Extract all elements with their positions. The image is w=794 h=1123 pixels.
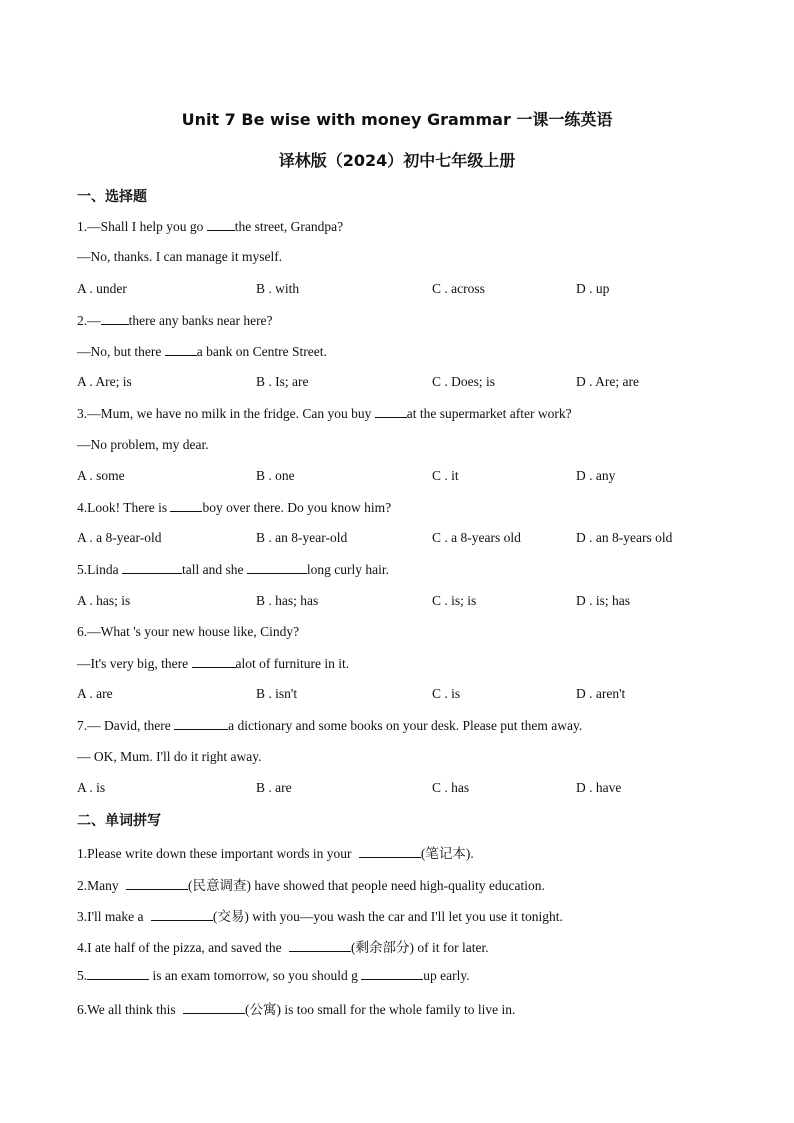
stem-part: 7.— David, there bbox=[77, 718, 175, 733]
stem-part: tall and she bbox=[182, 562, 247, 577]
spelling-item-3 bbox=[77, 905, 563, 925]
answer-blank[interactable] bbox=[87, 967, 149, 980]
stem-part: 3.—Mum, we have no milk in the fridge. Can you buy bbox=[77, 406, 375, 421]
q4-option-a[interactable]: A . a 8-year-old bbox=[77, 530, 162, 545]
q4-option-b[interactable]: B . an 8-year-old bbox=[256, 530, 348, 545]
stem-part: 4.Look! There is bbox=[77, 500, 171, 515]
answer-blank[interactable] bbox=[359, 845, 421, 858]
q2-option-d[interactable]: D . Are; are bbox=[576, 374, 639, 389]
reply-part: a bank on Centre Street. bbox=[196, 344, 327, 359]
section-1-heading: 一、选择题 bbox=[77, 189, 147, 205]
stem-part: boy over there. Do you know him? bbox=[202, 500, 392, 515]
answer-blank[interactable] bbox=[126, 877, 188, 890]
q7-option-d[interactable]: D . have bbox=[576, 780, 622, 795]
q3-option-a[interactable]: A . some bbox=[77, 468, 125, 483]
question-1-stem bbox=[77, 218, 343, 235]
q2-option-b[interactable]: B . Is; are bbox=[256, 374, 309, 389]
q5-option-c[interactable]: C . is; is bbox=[432, 593, 477, 608]
q4-option-d[interactable]: D . an 8-years old bbox=[576, 530, 673, 545]
item-part: up early. bbox=[423, 968, 470, 983]
reply-part: —No, but there bbox=[77, 344, 165, 359]
q5-option-b[interactable]: B . has; has bbox=[256, 593, 319, 608]
answer-blank[interactable] bbox=[207, 218, 235, 231]
q4-option-c[interactable]: C . a 8-years old bbox=[432, 530, 521, 545]
q6-option-c[interactable]: C . is bbox=[432, 686, 461, 701]
answer-blank[interactable] bbox=[170, 499, 202, 512]
question-3-stem bbox=[77, 405, 572, 422]
q6-option-b[interactable]: B . isn't bbox=[256, 686, 298, 701]
spelling-item-6 bbox=[77, 998, 515, 1018]
stem-part: 1.—Shall I help you go bbox=[77, 219, 207, 234]
question-2-reply bbox=[77, 343, 327, 360]
question-4-stem bbox=[77, 499, 391, 516]
answer-blank[interactable] bbox=[247, 561, 307, 574]
answer-blank[interactable] bbox=[289, 939, 351, 952]
question-7-stem bbox=[77, 717, 582, 734]
item-part: 5. bbox=[77, 968, 88, 983]
answer-blank[interactable] bbox=[122, 561, 182, 574]
title-line-1: Unit 7 Be wise with money Grammar 一课一练英语 bbox=[181, 110, 613, 129]
q2-option-a[interactable]: A . Are; is bbox=[77, 374, 132, 389]
answer-blank[interactable] bbox=[174, 717, 228, 730]
question-7-reply: — OK, Mum. I'll do it right away. bbox=[77, 749, 262, 764]
item-part: 4.I ate half of the pizza, and saved the bbox=[77, 940, 286, 955]
spelling-item-5 bbox=[77, 967, 470, 984]
q1-option-d[interactable]: D . up bbox=[576, 281, 610, 296]
question-3-reply: —No problem, my dear. bbox=[77, 437, 209, 452]
q2-option-c[interactable]: C . Does; is bbox=[432, 374, 496, 389]
q7-option-a[interactable]: A . is bbox=[77, 780, 106, 795]
question-6-reply bbox=[77, 655, 349, 672]
answer-blank[interactable] bbox=[361, 967, 423, 980]
item-part: (笔记本). bbox=[420, 846, 474, 861]
question-1-reply: —No, thanks. I can manage it myself. bbox=[77, 249, 283, 264]
answer-blank[interactable] bbox=[192, 655, 236, 668]
item-part: is an exam tomorrow, so you should g bbox=[149, 968, 362, 983]
q6-option-d[interactable]: D . aren't bbox=[576, 686, 626, 701]
answer-blank[interactable] bbox=[151, 908, 213, 921]
stem-part: there any banks near here? bbox=[128, 313, 273, 328]
q5-option-d[interactable]: D . is; has bbox=[576, 593, 630, 608]
item-part: 6.We all think this bbox=[77, 1002, 180, 1017]
spelling-item-4 bbox=[77, 936, 489, 956]
q3-option-b[interactable]: B . one bbox=[256, 468, 295, 483]
question-2-stem bbox=[77, 312, 273, 329]
stem-part: 5.Linda bbox=[77, 562, 122, 577]
item-part: (交易) with you—you wash the car and I'll let you use it tonight. bbox=[212, 909, 563, 924]
spelling-item-2 bbox=[77, 874, 545, 894]
q3-option-c[interactable]: C . it bbox=[432, 468, 459, 483]
stem-part: a dictionary and some books on your desk. Please put them away. bbox=[228, 718, 583, 733]
q1-option-b[interactable]: B . with bbox=[256, 281, 300, 296]
q1-option-c[interactable]: C . across bbox=[432, 281, 485, 296]
item-part: (民意调查) have showed that people need high-quality education. bbox=[188, 878, 545, 893]
reply-part: —It's very big, there bbox=[77, 656, 192, 671]
item-part: (剩余部分) of it for later. bbox=[351, 940, 489, 955]
answer-blank[interactable] bbox=[101, 312, 129, 325]
item-part: 3.I'll make a bbox=[77, 909, 147, 924]
stem-part: long curly hair. bbox=[306, 562, 389, 577]
title-line-2: 译林版（2024）初中七年级上册 bbox=[278, 151, 516, 170]
section-2-heading: 二、单词拼写 bbox=[77, 813, 161, 829]
question-5-stem bbox=[77, 561, 389, 578]
stem-part: 2.— bbox=[77, 313, 101, 328]
answer-blank[interactable] bbox=[165, 343, 197, 356]
q3-option-d[interactable]: D . any bbox=[576, 468, 616, 483]
q7-option-c[interactable]: C . has bbox=[432, 780, 470, 795]
stem-part: at the supermarket after work? bbox=[406, 406, 572, 421]
spelling-item-1 bbox=[77, 842, 474, 862]
item-part: 1.Please write down these important words in your bbox=[77, 846, 355, 861]
item-part: 2.Many bbox=[77, 878, 122, 893]
question-6-stem: 6.—What 's your new house like, Cindy? bbox=[77, 624, 300, 639]
item-part: (公寓) is too small for the whole family to live in. bbox=[245, 1002, 516, 1017]
reply-part: alot of furniture in it. bbox=[235, 656, 350, 671]
q7-option-b[interactable]: B . are bbox=[256, 780, 292, 795]
answer-blank[interactable] bbox=[183, 1001, 245, 1014]
stem-part: the street, Grandpa? bbox=[234, 219, 344, 234]
q6-option-a[interactable]: A . are bbox=[77, 686, 113, 701]
q1-option-a[interactable]: A . under bbox=[77, 281, 127, 296]
answer-blank[interactable] bbox=[375, 405, 407, 418]
q5-option-a[interactable]: A . has; is bbox=[77, 593, 131, 608]
